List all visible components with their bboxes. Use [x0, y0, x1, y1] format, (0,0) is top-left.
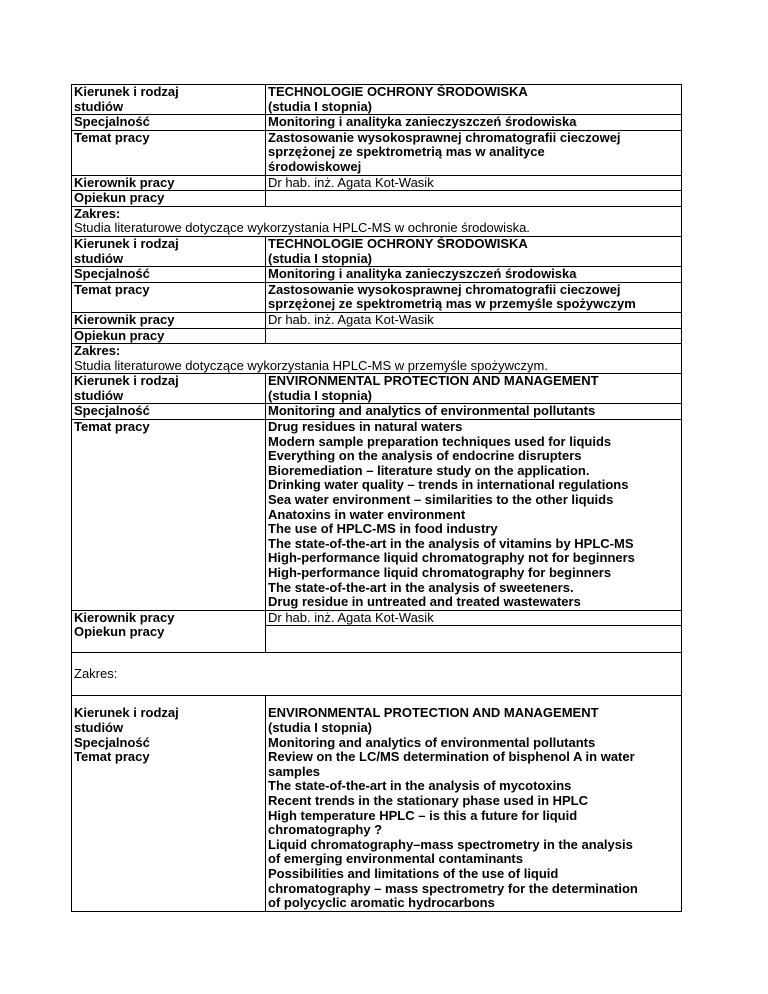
block-3-kierownik-row [72, 610, 682, 653]
temat-value [266, 282, 682, 312]
kierunek-label-line2: studiów [74, 250, 124, 266]
kierunek-label-line1: Kierunek i rodzaj [74, 235, 179, 251]
kierunek-label [72, 374, 266, 404]
temat-line: High-performance liquid chromatography for beginners [268, 565, 612, 580]
temat-line: Everything on the analysis of endocrine disrupters [268, 448, 582, 464]
specjalnosc-label: Specjalność [72, 404, 266, 420]
temat-label: Temat pracy [72, 282, 266, 312]
block-2-temat-row [72, 282, 682, 312]
block-3-kierunek-row [72, 374, 682, 404]
specjalnosc-label: Specjalność [72, 115, 266, 131]
temat-line: Drinking water quality – trends in international regulations [268, 477, 629, 493]
zakres-value: Studia literaturowe dotyczące wykorzystania HPLC-MS w przemyśle spożywczym. [74, 357, 548, 373]
opiekun-label: Opiekun pracy [74, 624, 165, 640]
kierunek-name: ENVIRONMENTAL PROTECTION AND MANAGEMENT [268, 705, 599, 721]
temat-value [266, 420, 682, 611]
kierownik-value: Dr hab. inż. Agata Kot-Wasik [266, 312, 682, 328]
kierownik-label [72, 610, 266, 653]
kierunek-label-line2: studiów [74, 98, 124, 114]
temat-line: samples [268, 763, 321, 779]
thesis-topics-table [71, 84, 682, 912]
kierunek-value [266, 236, 682, 266]
kierownik-label: Kierownik pracy [72, 175, 266, 191]
rodzaj-studiow: (studia I stopnia) [268, 387, 372, 403]
temat-line: of polycyclic aromatic hydrocarbons [268, 895, 495, 911]
kierunek-label-line2: studiów [74, 387, 124, 403]
zakres-label: Zakres: [74, 205, 121, 221]
zakres-value: Studia literaturowe dotyczące wykorzystania HPLC-MS w ochronie środowiska. [74, 220, 530, 236]
temat-line: Review on the LC/MS determination of bisphenol A in water [268, 749, 635, 765]
kierunek-name: TECHNOLOGIE OCHRONY ŚRODOWISKA [268, 84, 528, 99]
block-1-opiekun-row [72, 191, 682, 207]
kierownik-label: Kierownik pracy [72, 312, 266, 328]
block-4-kierunek-row [72, 696, 682, 911]
zakres-label: Zakres: [74, 343, 121, 359]
block-4-values [266, 696, 682, 911]
block-1-kierownik-row [72, 175, 682, 191]
specjalnosc-value: Monitoring and analytics of environmental pollutants [268, 734, 596, 750]
temat-line: The state-of-the-art in the analysis of vitamins by HPLC-MS [268, 535, 634, 551]
kierownik-label-text: Kierownik pracy [74, 609, 175, 625]
temat-label: Temat pracy [72, 420, 266, 611]
rodzaj-studiow: (studia I stopnia) [268, 98, 372, 114]
kierunek-label-line1: Kierunek i rodzaj [74, 705, 179, 721]
zakres-label: Zakres: [74, 666, 118, 682]
temat-line: Sea water environment – similarities to the other liquids [268, 492, 614, 508]
temat-line: High-performance liquid chromatography not for beginners [268, 550, 635, 566]
temat-line: The state-of-the-art in the analysis of mycotoxins [268, 778, 572, 794]
kierunek-label-line1: Kierunek i rodzaj [74, 373, 179, 389]
temat-line: Zastosowanie wysokosprawnej chromatografii cieczowej [268, 281, 621, 297]
zakres-cell [72, 653, 682, 696]
block-2-zakres-row [72, 344, 682, 374]
temat-label: Temat pracy [72, 130, 266, 175]
temat-line: High temperature HPLC – is this a future for liquid [268, 807, 578, 823]
block-3-temat-row [72, 420, 682, 611]
block-1-temat-row [72, 130, 682, 175]
kierunek-name: ENVIRONMENTAL PROTECTION AND MANAGEMENT [268, 373, 599, 389]
opiekun-value [266, 191, 682, 207]
kierunek-label [72, 236, 266, 266]
kierownik-value-text: Dr hab. inż. Agata Kot-Wasik [266, 611, 681, 627]
specjalnosc-label: Specjalność [74, 734, 150, 750]
block-2-kierownik-row [72, 312, 682, 328]
kierunek-label-line2: studiów [74, 719, 124, 735]
kierunek-label [72, 85, 266, 115]
kierunek-name: TECHNOLOGIE OCHRONY ŚRODOWISKA [268, 235, 528, 251]
zakres-cell [72, 344, 682, 374]
kierunek-label [72, 696, 266, 911]
zakres-cell [72, 206, 682, 236]
temat-line: środowiskowej [268, 158, 362, 174]
block-1-kierunek-row [72, 85, 682, 115]
opiekun-label: Opiekun pracy [72, 328, 266, 344]
temat-label: Temat pracy [74, 749, 150, 765]
kierownik-value [266, 610, 682, 653]
opiekun-label: Opiekun pracy [72, 191, 266, 207]
temat-line: Recent trends in the stationary phase used in HPLC [268, 792, 589, 808]
block-3-zakres-row [72, 653, 682, 696]
rodzaj-studiow: (studia I stopnia) [268, 250, 372, 266]
block-2-specjalnosc-row [72, 267, 682, 283]
temat-line: of emerging environmental contaminants [268, 851, 523, 867]
specjalnosc-label: Specjalność [72, 267, 266, 283]
temat-line: sprzężonej ze spektrometrią mas w analityce [268, 144, 545, 160]
temat-line: Possibilities and limitations of the use of liquid [268, 865, 559, 881]
document [71, 84, 681, 912]
temat-line: Anatoxins in water environment [268, 506, 466, 522]
temat-line: Drug residue in untreated and treated wastewaters [268, 594, 581, 610]
specjalnosc-value: Monitoring i analityka zanieczyszczeń środowiska [266, 267, 682, 283]
block-1-specjalnosc-row [72, 115, 682, 131]
kierownik-value: Dr hab. inż. Agata Kot-Wasik [266, 175, 682, 191]
temat-line: The use of HPLC-MS in food industry [268, 521, 498, 537]
temat-line: The state-of-the-art in the analysis of sweeteners. [268, 579, 574, 595]
temat-line: Liquid chromatography–mass spectrometry in the analysis [268, 836, 633, 852]
specjalnosc-value: Monitoring and analytics of environmental pollutants [266, 404, 682, 420]
opiekun-value [266, 328, 682, 344]
kierunek-value [266, 374, 682, 404]
specjalnosc-value: Monitoring i analityka zanieczyszczeń środowiska [266, 115, 682, 131]
opiekun-value [266, 626, 681, 652]
block-2-opiekun-row [72, 328, 682, 344]
temat-line: Drug residues in natural waters [268, 419, 463, 435]
temat-line: chromatography – mass spectrometry for the determination [268, 880, 638, 896]
temat-line: chromatography ? [268, 822, 383, 838]
block-1-zakres-row [72, 206, 682, 236]
temat-line: Zastosowanie wysokosprawnej chromatografii cieczowej [268, 129, 621, 145]
temat-value [266, 130, 682, 175]
kierunek-label-line1: Kierunek i rodzaj [74, 84, 179, 99]
rodzaj-studiow: (studia I stopnia) [268, 719, 372, 735]
block-3-specjalnosc-row [72, 404, 682, 420]
temat-line: Modern sample preparation techniques used for liquids [268, 433, 612, 449]
block-2-kierunek-row [72, 236, 682, 266]
kierunek-value [266, 85, 682, 115]
temat-line: sprzężonej ze spektrometrią mas w przemyśle spożywczym [268, 296, 636, 312]
temat-line: Bioremediation – literature study on the application. [268, 462, 590, 478]
